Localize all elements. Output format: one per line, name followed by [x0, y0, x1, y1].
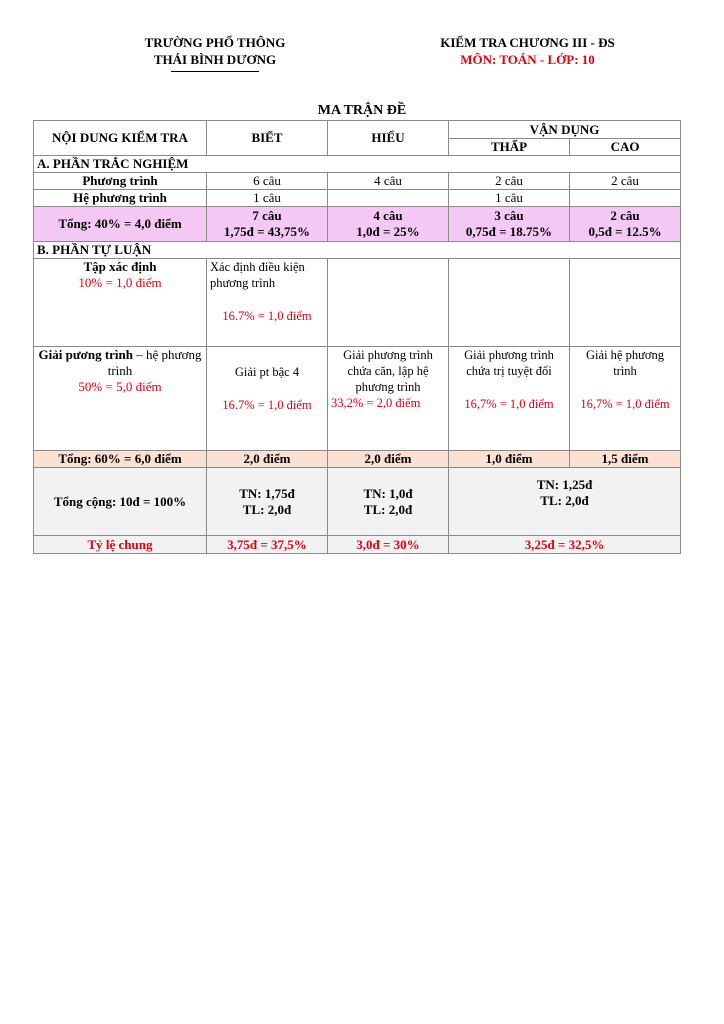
ratio-row: [34, 536, 681, 554]
high-cell: [570, 259, 681, 347]
exam-subject: MÔN: TOÁN - LỚP: 10: [460, 52, 595, 67]
low-cell: 2 câu: [449, 173, 570, 190]
know-cell: 6 câu: [207, 173, 328, 190]
know-cell: Giải pt bậc 4 16.7% = 1,0 điểm: [207, 347, 328, 451]
school-header: [120, 34, 310, 72]
understand-total: 2,0 điểm: [328, 451, 449, 468]
high-total: 1,5 điểm: [570, 451, 681, 468]
col-header-understand: HIỂU: [328, 121, 449, 156]
understand-cell: [328, 259, 449, 347]
low-total: 1,0 điểm: [449, 451, 570, 468]
topic-cell: Tập xác định 10% = 1,0 điểm: [34, 259, 207, 347]
apply-ratio: 3,25đ = 32,5%: [449, 536, 681, 554]
section-a-total-row: [34, 207, 681, 242]
know-cell: 1 câu: [207, 190, 328, 207]
section-b-row: [34, 242, 681, 259]
exam-title: KIỂM TRA CHƯƠNG III - ĐS: [440, 35, 615, 50]
section-b-title: B. PHẦN TỰ LUẬN: [34, 242, 681, 259]
header-underline: [171, 71, 259, 72]
school-name-line1: TRƯỜNG PHỔ THÔNG: [144, 35, 286, 50]
know-total: 2,0 điểm: [207, 451, 328, 468]
understand-cell: Giải phương trình chứa căn, lập hệ phương trình 33,2% = 2,0 điểm: [328, 347, 449, 451]
table-row: [34, 347, 681, 451]
col-header-high: CAO: [570, 139, 681, 156]
apply-grand-total: TN: 1,25đ TL: 2,0đ: [449, 468, 681, 536]
section-a-title: A. PHẦN TRẮC NGHIỆM: [34, 156, 681, 173]
section-a-row: [34, 156, 681, 173]
table-row: [34, 190, 681, 207]
know-ratio: 3,75đ = 37,5%: [207, 536, 328, 554]
col-header-apply: VẬN DỤNG: [449, 121, 681, 139]
matrix-title: MA TRẬN ĐỀ: [317, 103, 407, 118]
grand-total-row: [34, 468, 681, 536]
know-grand-total: TN: 1,75đ TL: 2,0đ: [207, 468, 328, 536]
col-header-content: NỘI DUNG KIỂM TRA: [34, 121, 207, 156]
topic-cell: Phương trình: [34, 173, 207, 190]
topic-cell: Giải pương trình – hệ phương trình 50% = 5,0 điểm: [34, 347, 207, 451]
ratio-label: Tỷ lệ chung: [34, 536, 207, 554]
high-cell: Giải hệ phương trình 16,7% = 1,0 điểm: [570, 347, 681, 451]
high-total: 2 câu 0,5đ = 12.5%: [570, 207, 681, 242]
high-cell: 2 câu: [570, 173, 681, 190]
table-row: [34, 259, 681, 347]
topic-cell: Hệ phương trình: [34, 190, 207, 207]
understand-grand-total: TN: 1,0đ TL: 2,0đ: [328, 468, 449, 536]
low-cell: 1 câu: [449, 190, 570, 207]
section-b-total-row: [34, 451, 681, 468]
col-header-know: BIẾT: [207, 121, 328, 156]
low-total: 3 câu 0,75đ = 18.75%: [449, 207, 570, 242]
low-cell: Giải phương trình chứa trị tuyệt đối 16,7% = 1,0 điểm: [449, 347, 570, 451]
exam-header: [415, 34, 640, 68]
know-cell: Xác định điều kiện phương trình 16.7% = 1,0 điểm: [207, 259, 328, 347]
total-label: Tổng: 40% = 4,0 điểm: [34, 207, 207, 242]
table-row: [34, 173, 681, 190]
total-label: Tổng: 60% = 6,0 điểm: [34, 451, 207, 468]
understand-cell: 4 câu: [328, 173, 449, 190]
understand-cell: [328, 190, 449, 207]
understand-total: 4 câu 1,0đ = 25%: [328, 207, 449, 242]
col-header-low: THẤP: [449, 139, 570, 156]
high-cell: [570, 190, 681, 207]
low-cell: [449, 259, 570, 347]
school-name-line2: THÁI BÌNH DƯƠNG: [153, 52, 277, 67]
understand-ratio: 3,0đ = 30%: [328, 536, 449, 554]
matrix-table: [33, 120, 681, 554]
grand-total-label: Tổng cộng: 10đ = 100%: [34, 468, 207, 536]
know-total: 7 câu 1,75đ = 43,75%: [207, 207, 328, 242]
